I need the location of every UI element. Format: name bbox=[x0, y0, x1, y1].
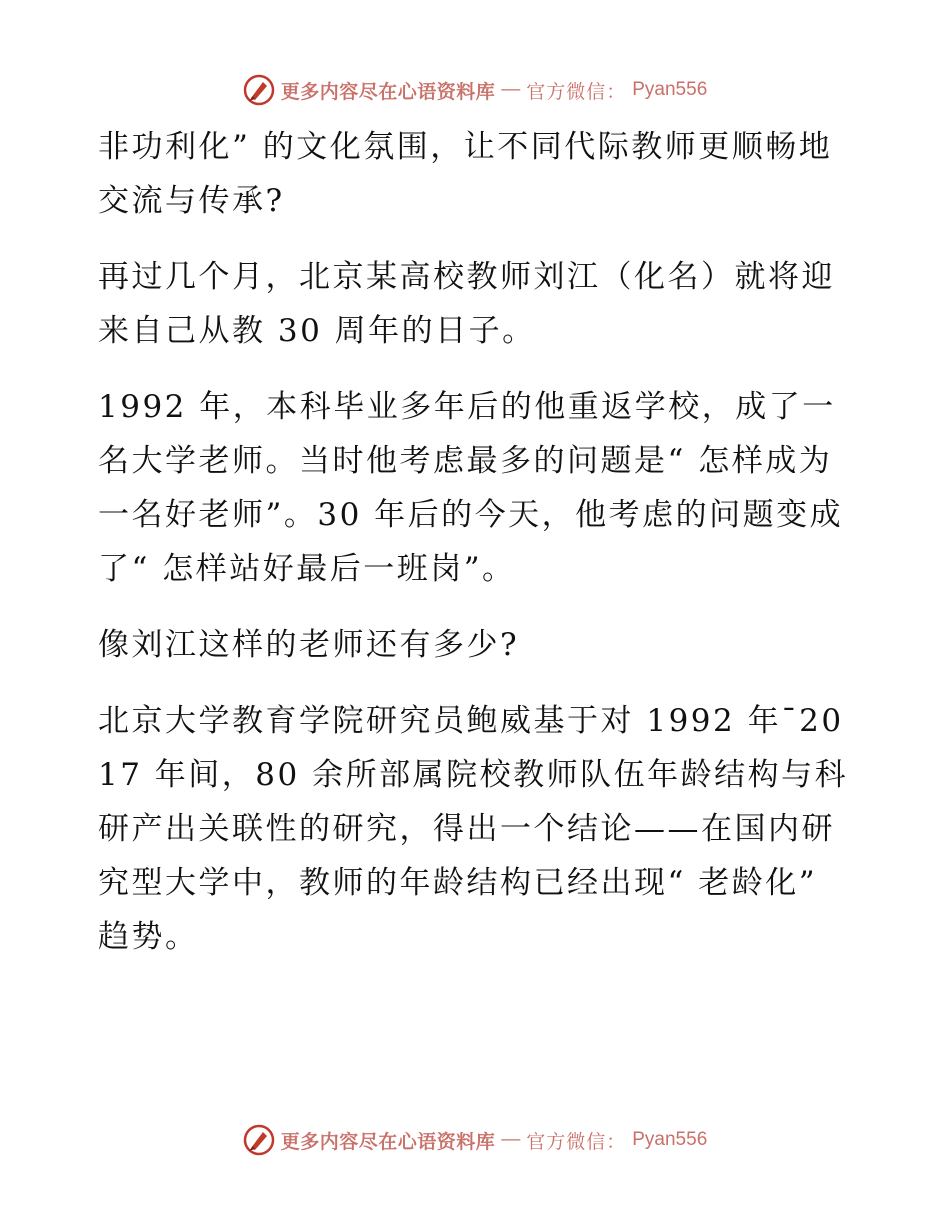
watermark-wechat-label: 官方微信： bbox=[526, 80, 627, 103]
watermark-group bbox=[243, 74, 708, 106]
watermark-separator: — bbox=[501, 79, 521, 100]
watermark-wechat-label: 官方微信： bbox=[526, 1130, 627, 1153]
paragraph-3: 1992 年，本科毕业多年后的他重返学校，成了一名大学老师。当时他考虑最多的问题是“ 怎样成为一名好老师”。30 年后的今天，他考虑的问题变成了“ 怎样站好最后一班岗”。 bbox=[98, 389, 844, 587]
watermark-wechat-id: Pyan556 bbox=[632, 1129, 708, 1150]
watermark-title: 更多内容尽在心语资料库 bbox=[280, 80, 496, 103]
watermark-separator: — bbox=[501, 1129, 521, 1150]
paragraph-2: 再过几个月，北京某高校教师刘江（化名）就将迎来自己从教 30 周年的日子。 bbox=[98, 259, 835, 349]
watermark-title: 更多内容尽在心语资料库 bbox=[280, 1130, 496, 1153]
paragraph-4: 像刘江这样的老师还有多少? bbox=[98, 627, 520, 663]
document-body bbox=[98, 120, 858, 986]
watermark-wechat-id: Pyan556 bbox=[632, 79, 708, 100]
footer-watermark-banner bbox=[0, 1120, 950, 1160]
paragraph-1: 非功利化” 的文化氛围，让不同代际教师更顺畅地交流与传承? bbox=[98, 129, 833, 219]
pen-nib-logo-icon bbox=[243, 1124, 275, 1156]
pen-nib-logo-icon bbox=[243, 74, 275, 106]
paragraph-5: 北京大学教育学院研究员鲍威基于对 1992 年¯2017 年间，80 余所部属院校教师队伍年龄结构与科研产出关联性的研究，得出一个结论——在国内研究型大学中，教师的年龄结构已经出现“ 老龄化” 趋势。 bbox=[98, 703, 849, 955]
header-watermark-banner bbox=[0, 70, 950, 110]
watermark-group-footer bbox=[243, 1124, 708, 1156]
